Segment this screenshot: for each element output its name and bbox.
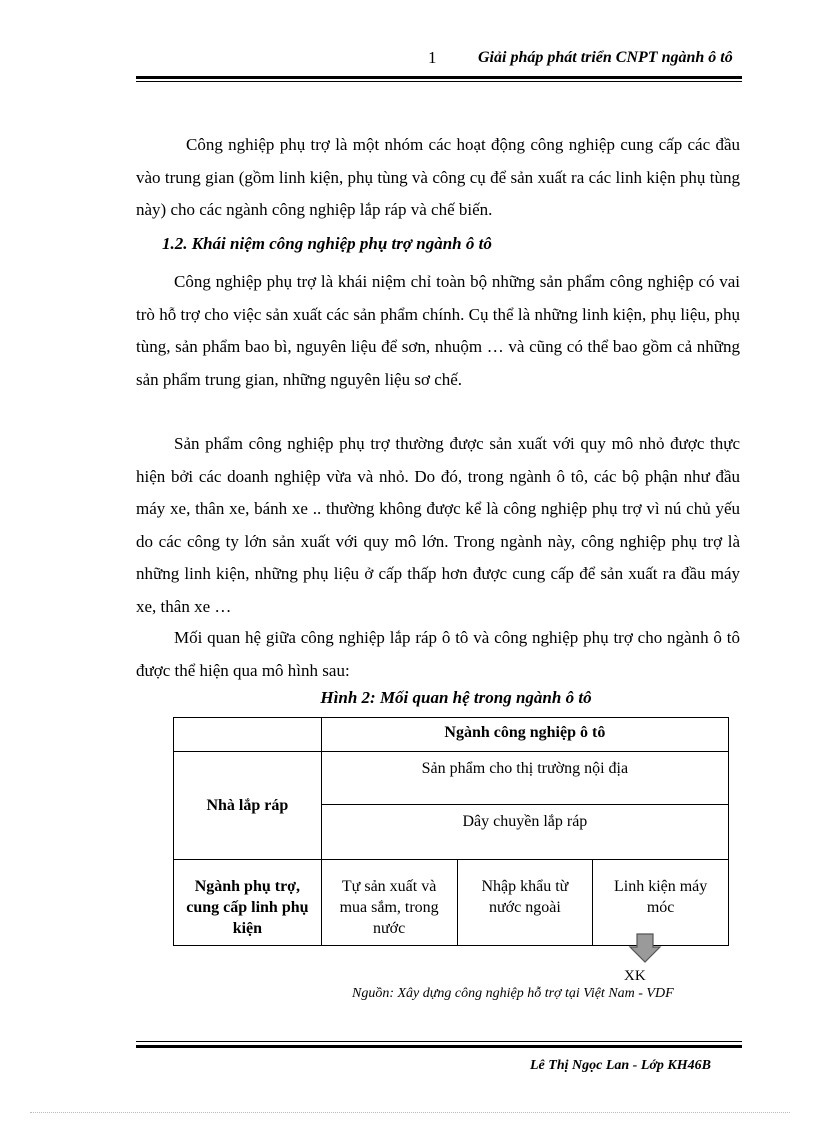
paragraph-4: Mối quan hệ giữa công nghiệp lắp ráp ô tô và công nghiệp phụ trợ cho ngành ô tô được thể hiện qua mô hình sau: bbox=[136, 628, 740, 680]
page-number: 1 bbox=[428, 48, 437, 67]
paragraph-2: Công nghiệp phụ trợ là khái niệm chỉ toàn bộ những sản phẩm công nghiệp có vai trò hỗ trợ cho việc sản xuất các sản phẩm chính. Cụ thể là những linh kiện, phụ liệu, phụ tùng, sản phẩm bao bì, nguyên liệu để sơn, nhuộm … và cũng có thể bao gồm cả những sản phẩm trung gian, những nguyên liệu sơ chế. bbox=[136, 272, 740, 389]
figure-caption: Hình 2: Mối quan hệ trong ngành ô tô bbox=[320, 688, 592, 707]
industry-header-cell: Ngành công nghiệp ô tô bbox=[321, 718, 728, 752]
relationship-table bbox=[173, 717, 729, 946]
import-cell: Nhập khẩu từ nước ngoài bbox=[457, 860, 593, 946]
down-arrow-icon bbox=[628, 933, 662, 963]
figure-source: Nguồn: Xây dựng công nghiệp hỗ trợ tại Việt Nam - VDF bbox=[352, 986, 674, 1001]
paragraph-3: Sản phẩm công nghiệp phụ trợ thường được sản xuất với quy mô nhỏ được thực hiện bởi các doanh nghiệp vừa và nhỏ. Do đó, trong ngành ô tô, các bộ phận như đầu máy xe, thân xe, bánh xe .. thường không được kể là công nghiệp phụ trợ vì nú chủ yếu do các công ty lớn sản xuất với quy mô lớn. Trong ngành này, công nghiệp phụ trợ là những linh kiện, những phụ liệu ở cấp thấp hơn được cung cấp để sản xuất ra đầu máy xe, thân xe … bbox=[136, 434, 740, 616]
header-rule-thick bbox=[136, 76, 742, 79]
empty-corner-cell bbox=[174, 718, 322, 752]
support-industry-cell: Ngành phụ trợ, cung cấp linh phụ kiện bbox=[174, 860, 322, 946]
domestic-products-cell: Sản phẩm cho thị trường nội địa bbox=[321, 752, 728, 805]
running-title: Giải pháp phát triển CNPT ngành ô tô bbox=[478, 49, 733, 66]
section-heading: 1.2. Khái niệm công nghiệp phụ trợ ngành ô tô bbox=[162, 234, 492, 253]
assembly-line-cell: Dây chuyền lắp ráp bbox=[321, 805, 728, 860]
export-label: XK bbox=[624, 968, 646, 984]
components-cell: Linh kiện máy móc bbox=[593, 860, 729, 946]
footer-rule-thin bbox=[136, 1041, 742, 1042]
paragraph-1: Công nghiệp phụ trợ là một nhóm các hoạt động công nghiệp cung cấp các đầu vào trung gian (gồm linh kiện, phụ tùng và công cụ để sản xuất ra các linh kiện phụ tùng này) cho các ngành công nghiệp lắp ráp và chế biến. bbox=[136, 135, 740, 219]
page-bottom-divider bbox=[30, 1112, 790, 1113]
assembler-cell: Nhà lắp ráp bbox=[174, 752, 322, 860]
domestic-sourcing-cell: Tự sản xuất và mua sắm, trong nước bbox=[321, 860, 457, 946]
footer-author: Lê Thị Ngọc Lan - Lớp KH46B bbox=[530, 1058, 711, 1073]
header-rule-thin bbox=[136, 81, 742, 82]
footer-rule-thick bbox=[136, 1045, 742, 1048]
